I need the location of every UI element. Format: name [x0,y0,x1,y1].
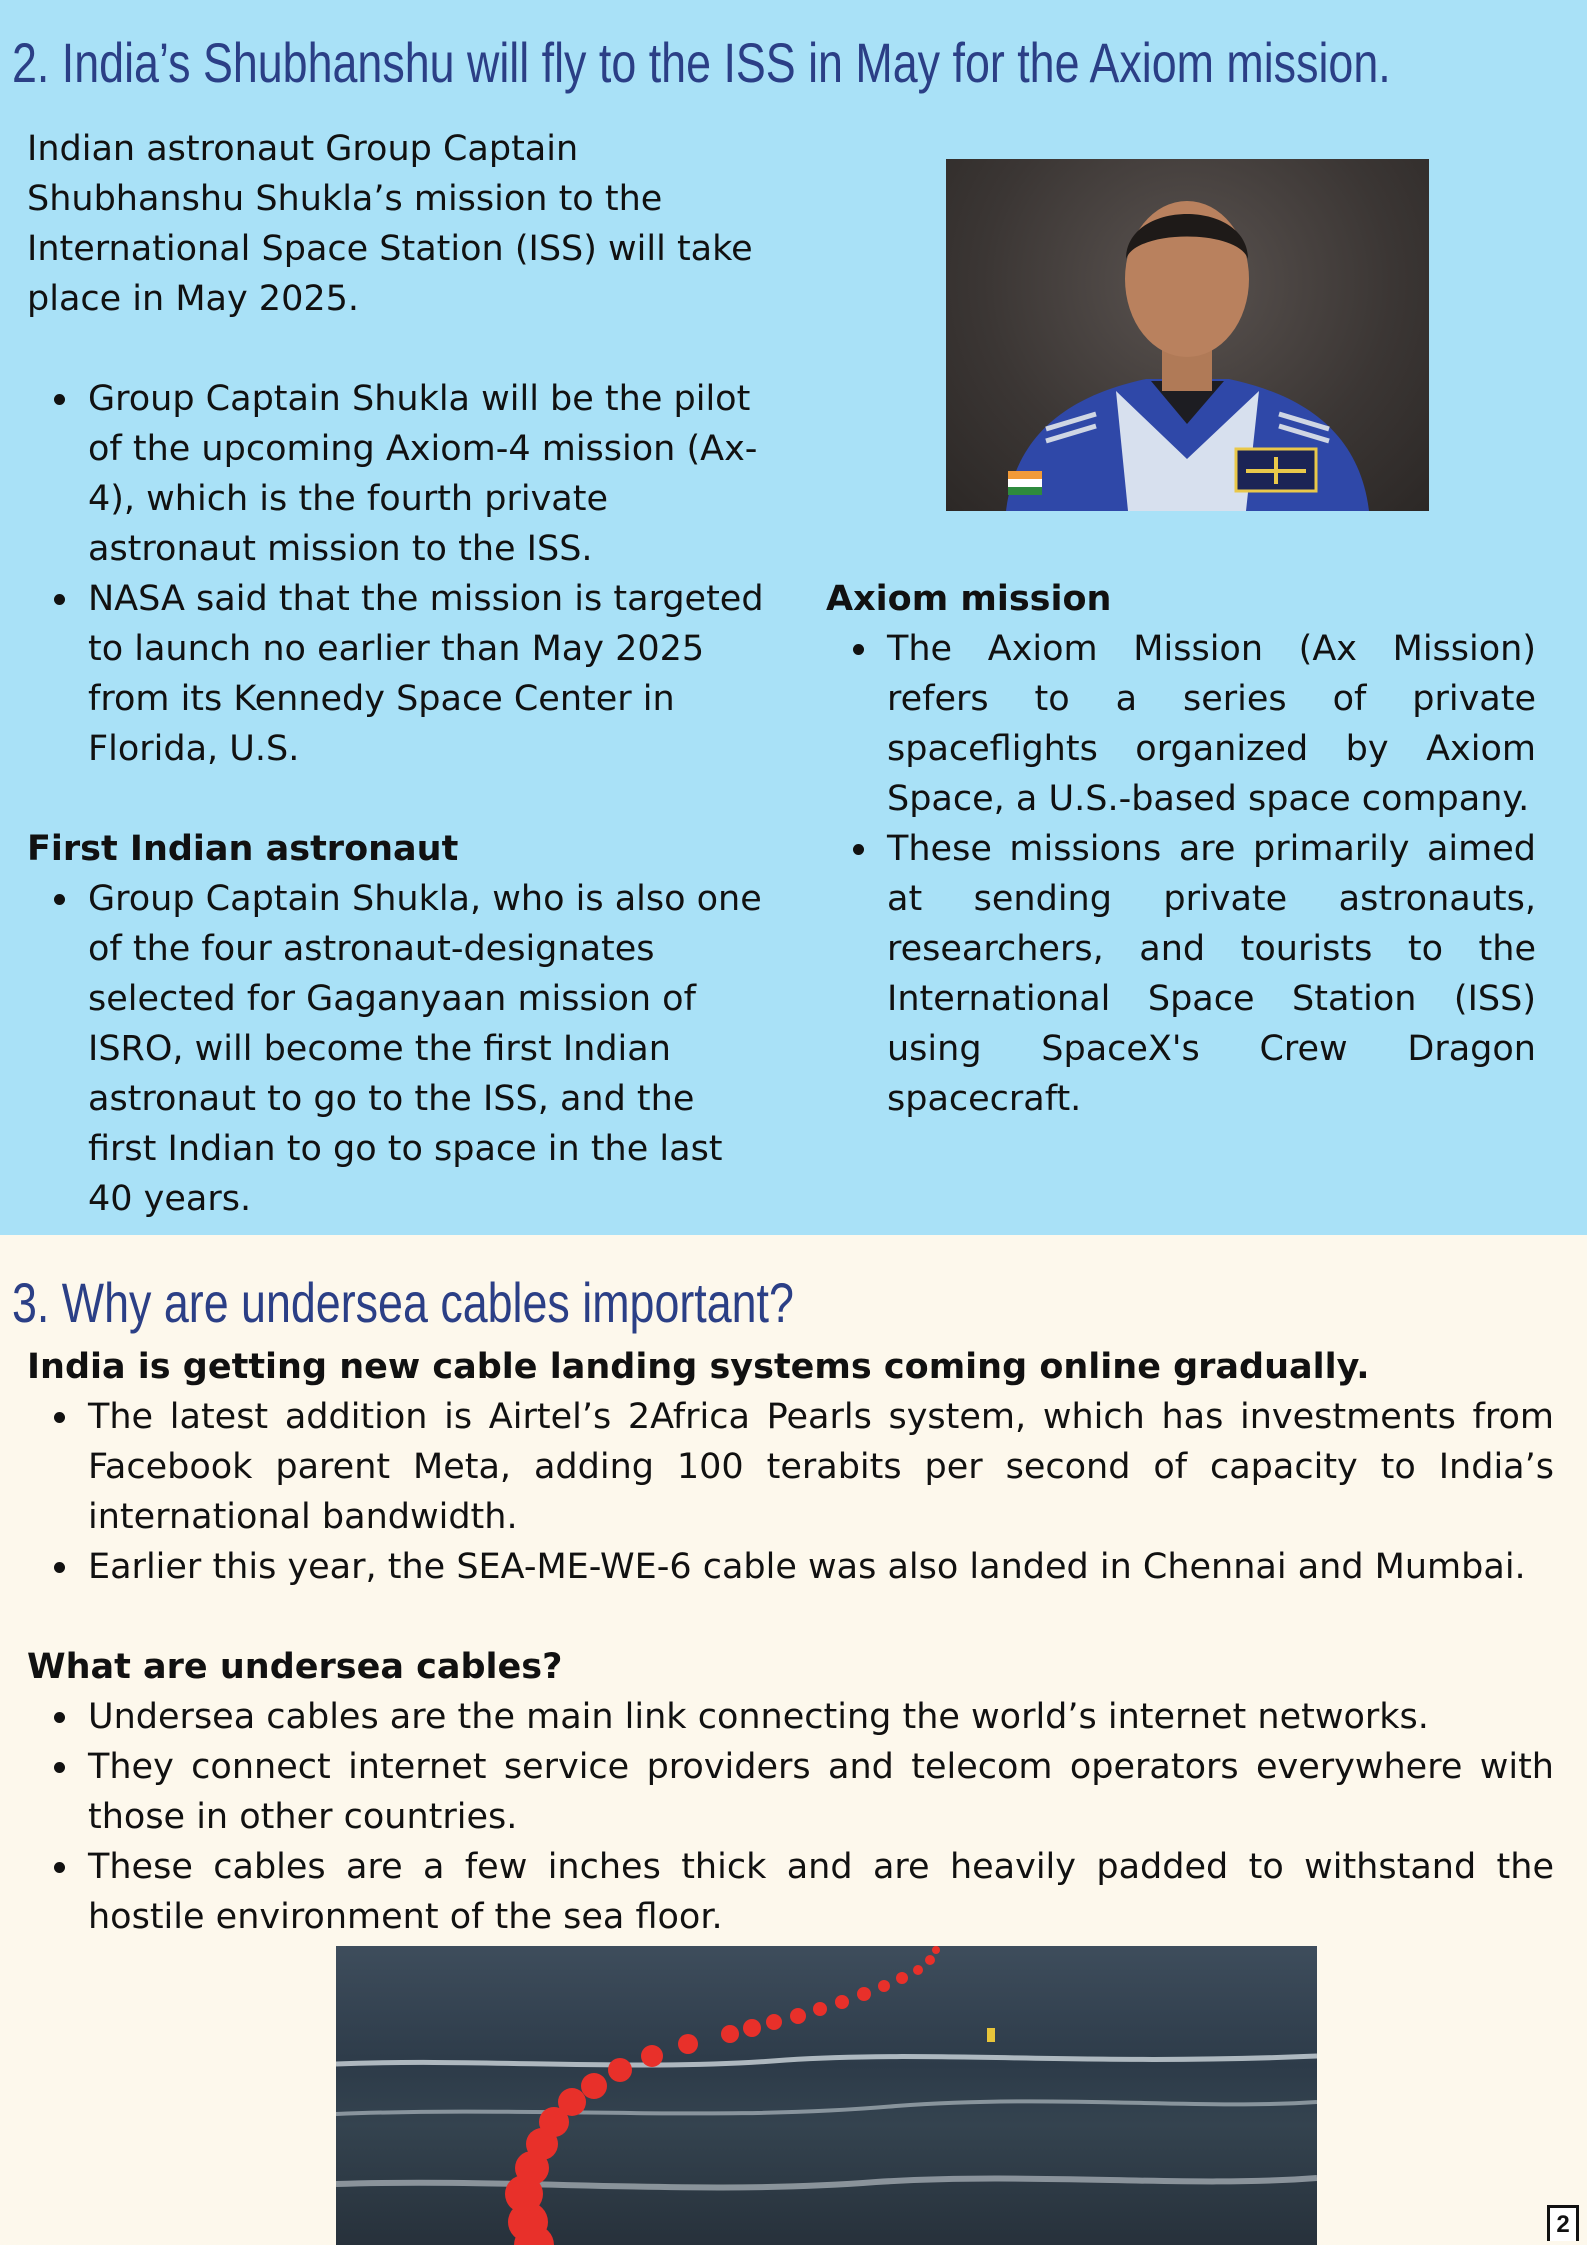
cables-bullets [27,1392,1554,1592]
list-item: Undersea cables are the main link connecting the world’s internet networks. [88,1692,1554,1742]
axiom-bullets [826,624,1536,1124]
first-indian-bullets [27,874,767,1224]
list-item: Group Captain Shukla, who is also one of the four astronaut-designates selected for Gaganyaan mission of ISRO, will become the first Indian astronaut to go to the ISS, and the first Indian to go to space in the last 40 years. [88,874,767,1224]
what-are-cables-subheading: What are undersea cables? [27,1647,563,1687]
section-3-heading: 3. Why are undersea cables important? [12,1271,794,1334]
intro-paragraph: Indian astronaut Group Captain Shubhanshu Shukla’s mission to the International Space Station (ISS) will take place in May 2025. [27,129,753,319]
list-item: The Axiom Mission (Ax Mission) refers to a series of private spaceflights organized by Axiom Space, a U.S.-based space company. [887,624,1536,824]
undersea-cable-photo [336,1946,1317,2245]
axiom-subheading: Axiom mission [826,579,1112,619]
astronaut-illustration [946,159,1429,511]
what-are-cables-bullets [27,1692,1554,1942]
right-column [826,574,1536,1124]
list-item: The latest addition is Airtel’s 2Africa Pearls system, which has investments from Facebook parent Meta, adding 100 terabits per second of capacity to India’s international bandwidth. [88,1392,1554,1542]
cable-buoys-illustration [336,1946,1317,2245]
left-column [27,124,767,1224]
cables-lead: India is getting new cable landing systems coming online gradually. [27,1347,1370,1387]
mission-bullets [27,374,767,774]
section-2-heading: 2. India’s Shubhanshu will fly to the ISS in May for the Axiom mission. [12,31,1391,94]
list-item: Group Captain Shukla will be the pilot of the upcoming Axiom-4 mission (Ax-4), which is the fourth private astronaut mission to the ISS. [88,374,767,574]
cables-content [27,1342,1554,1942]
list-item: NASA said that the mission is targeted to launch no earlier than May 2025 from its Kennedy Space Center in Florida, U.S. [88,574,767,774]
first-indian-subheading: First Indian astronaut [27,829,459,869]
astronaut-photo [946,159,1429,511]
list-item: Earlier this year, the SEA-ME-WE-6 cable was also landed in Chennai and Mumbai. [88,1542,1554,1592]
page-number: 2 [1547,2205,1579,2241]
list-item: These missions are primarily aimed at sending private astronauts, researchers, and tourists to the International Space Station (ISS) using SpaceX's Crew Dragon spacecraft. [887,824,1536,1124]
list-item: These cables are a few inches thick and are heavily padded to withstand the hostile environment of the sea floor. [88,1842,1554,1942]
list-item: They connect internet service providers and telecom operators everywhere with those in other countries. [88,1742,1554,1842]
